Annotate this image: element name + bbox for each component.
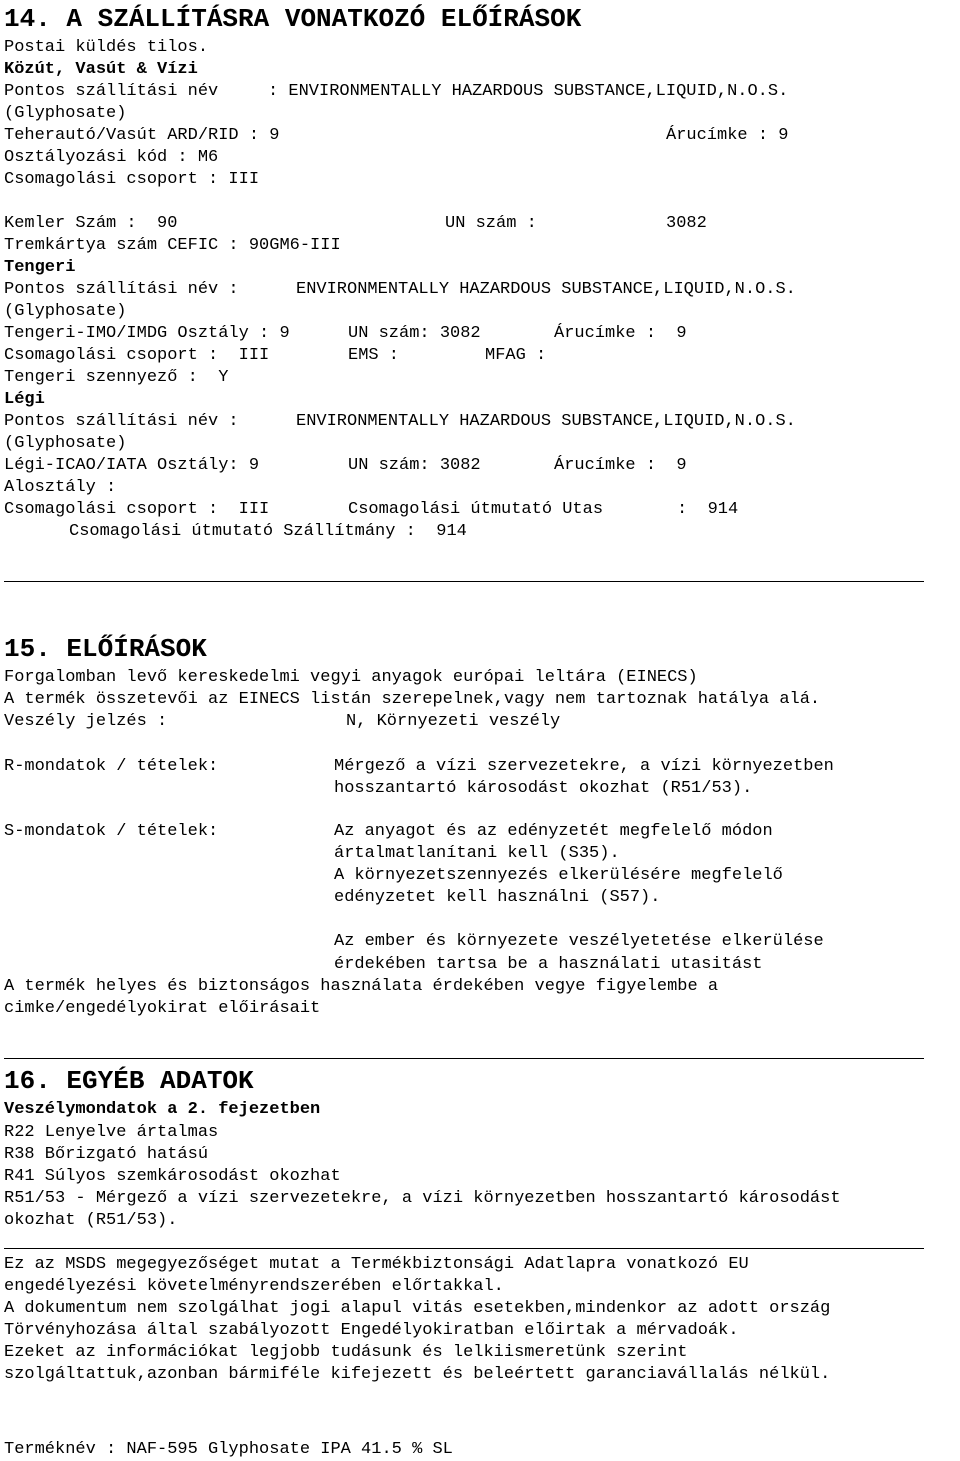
road-shipping-name-label: Pontos szállítási név xyxy=(4,82,219,101)
tremcard: Tremkártya szám CEFIC : 90GM6-III xyxy=(4,236,341,255)
sea-packing-row xyxy=(4,345,547,367)
section-16-heading: 16. EGYÉB ADATOK xyxy=(4,1066,254,1096)
sea-shipping-name-row xyxy=(4,279,796,301)
sea-class-row xyxy=(4,323,687,345)
air-icao-class: Légi-ICAO/IATA Osztály: 9 xyxy=(4,456,260,475)
sea-ems: EMS : xyxy=(348,346,400,365)
air-passenger-value: : 914 xyxy=(677,500,739,519)
sea-mfag: MFAG : xyxy=(485,346,547,365)
product-name-footer: Terméknév : NAF-595 Glyphosate IPA 41.5 % SL xyxy=(4,1440,453,1459)
divider xyxy=(4,1058,924,1059)
hazard-label: Veszély jelzés : xyxy=(4,712,168,731)
road-packing-group: Csomagolási csoport : III xyxy=(4,170,260,189)
road-heading: Közút, Vasút & Vízi xyxy=(4,60,198,79)
road-class-code: Osztályozási kód : M6 xyxy=(4,148,219,167)
r-phrase-line: Mérgező a vízi szervezetekre, a vízi környezetben xyxy=(334,757,834,776)
road-shipping-name-row xyxy=(4,81,789,103)
postal-note: Postai küldés tilos. xyxy=(4,38,209,57)
disclaimer-line: Ezeket az információkat legjobb tudásunk és lelkiismeretünk szerint xyxy=(4,1343,688,1362)
s-phrase-line: Az anyagot és az edényzetét megfelelő módon xyxy=(334,822,773,841)
s-phrases-label: S-mondatok / tételek: xyxy=(4,822,219,841)
sea-label-note: Árucímke : 9 xyxy=(554,324,687,343)
air-shipping-name-label: Pontos szállítási név : xyxy=(4,412,239,431)
risk-phrase: okozhat (R51/53). xyxy=(4,1211,178,1230)
road-shipping-name-value: : ENVIRONMENTALLY HAZARDOUS SUBSTANCE,LIQUID,N.O.S. xyxy=(268,82,789,101)
risk-phrase: R22 Lenyelve ártalmas xyxy=(4,1123,219,1142)
disclaimer-line: A dokumentum nem szolgálhat jogi alapul vitás esetekben,mindenkor az adott ország xyxy=(4,1299,831,1318)
air-subclass: Alosztály : xyxy=(4,478,117,497)
s-phrase-line: Az ember és környezete veszélyetetése elkerülése xyxy=(334,932,824,951)
kemler-number: Kemler Szám : 90 xyxy=(4,214,178,233)
kemler-row xyxy=(4,213,707,235)
s-phrase-line: érdekében tartsa be a használati utasitást xyxy=(334,955,763,974)
sea-glyphosate: (Glyphosate) xyxy=(4,302,127,321)
air-packing-row xyxy=(4,499,739,521)
section-15-heading: 15. ELŐÍRÁSOK xyxy=(4,634,207,664)
air-passenger-instr: Csomagolási útmutató Utas xyxy=(348,500,604,519)
sea-imo-class: Tengeri-IMO/IMDG Osztály : 9 xyxy=(4,324,290,343)
un-label: UN szám : xyxy=(445,214,537,233)
road-glyphosate: (Glyphosate) xyxy=(4,104,127,123)
sea-heading: Tengeri xyxy=(4,258,76,277)
un-value: 3082 xyxy=(666,214,707,233)
section-16-subheading: Veszélymondatok a 2. fejezetben xyxy=(4,1100,321,1119)
sea-packing-group: Csomagolási csoport : III xyxy=(4,346,270,365)
divider xyxy=(4,1248,924,1249)
use-note-2: cimke/engedélyokirat előirásait xyxy=(4,999,321,1018)
r-phrase-line: hosszantartó károsodást okozhat (R51/53). xyxy=(334,779,753,798)
disclaimer-line: szolgáltattuk,azonban bármiféle kifejezett és beleértett garanciavállalás nélkül. xyxy=(4,1365,831,1384)
sea-shipping-name-label: Pontos szállítási név : xyxy=(4,280,239,299)
air-un: UN szám: 3082 xyxy=(348,456,481,475)
air-glyphosate: (Glyphosate) xyxy=(4,434,127,453)
einecs-line-2: A termék összetevői az EINECS listán szerepelnek,vagy nem tartoznak hatálya alá. xyxy=(4,690,821,709)
road-label-note: Árucímke : 9 xyxy=(666,126,789,145)
use-note-1: A termék helyes és biztonságos használata érdekében vegye figyelembe a xyxy=(4,977,719,996)
hazard-value: N, Környezeti veszély xyxy=(346,712,561,731)
air-heading: Légi xyxy=(4,390,45,409)
air-class-row xyxy=(4,455,687,477)
einecs-line-1: Forgalomban levő kereskedelmi vegyi anyagok európai leltára (EINECS) xyxy=(4,668,698,687)
s-phrase-line: ártalmatlanítani kell (S35). xyxy=(334,844,620,863)
sea-un: UN szám: 3082 xyxy=(348,324,481,343)
air-packing-group: Csomagolási csoport : III xyxy=(4,500,270,519)
risk-phrase: R41 Súlyos szemkárosodást okozhat xyxy=(4,1167,341,1186)
divider xyxy=(4,581,924,582)
risk-phrase: R38 Bőrizgató hatású xyxy=(4,1145,209,1164)
s-phrase-line: A környezetszennyezés elkerülésére megfelelő xyxy=(334,866,783,885)
road-adr-rid: Teherautó/Vasút ARD/RID : 9 xyxy=(4,126,280,145)
air-cargo-instr: Csomagolási útmutató Szállítmány : 914 xyxy=(69,522,467,541)
disclaimer-line: engedélyezési követelményrendszerében előrtakkal. xyxy=(4,1277,504,1296)
s-phrase-line: edényzetet kell használni (S57). xyxy=(334,888,661,907)
risk-phrase: R51/53 - Mérgező a vízi szervezetekre, a vízi környezetben hosszantartó károsodást xyxy=(4,1189,841,1208)
air-shipping-name-value: ENVIRONMENTALLY HAZARDOUS SUBSTANCE,LIQUID,N.O.S. xyxy=(296,412,796,431)
road-adr-row xyxy=(4,125,789,147)
hazard-row xyxy=(4,711,561,733)
disclaimer-line: Törvényhozása által szabályozott Engedélyokiratban előirtak a mérvadoák. xyxy=(4,1321,739,1340)
disclaimer-line: Ez az MSDS megegyezőséget mutat a Termékbiztonsági Adatlapra vonatkozó EU xyxy=(4,1255,749,1274)
r-phrases-label: R-mondatok / tételek: xyxy=(4,757,219,776)
air-label-note: Árucímke : 9 xyxy=(554,456,687,475)
section-14-heading: 14. A SZÁLLÍTÁSRA VONATKOZÓ ELŐÍRÁSOK xyxy=(4,4,582,34)
air-shipping-name-row xyxy=(4,411,796,433)
sea-shipping-name-value: ENVIRONMENTALLY HAZARDOUS SUBSTANCE,LIQUID,N.O.S. xyxy=(296,280,796,299)
sea-pollutant: Tengeri szennyező : Y xyxy=(4,368,229,387)
